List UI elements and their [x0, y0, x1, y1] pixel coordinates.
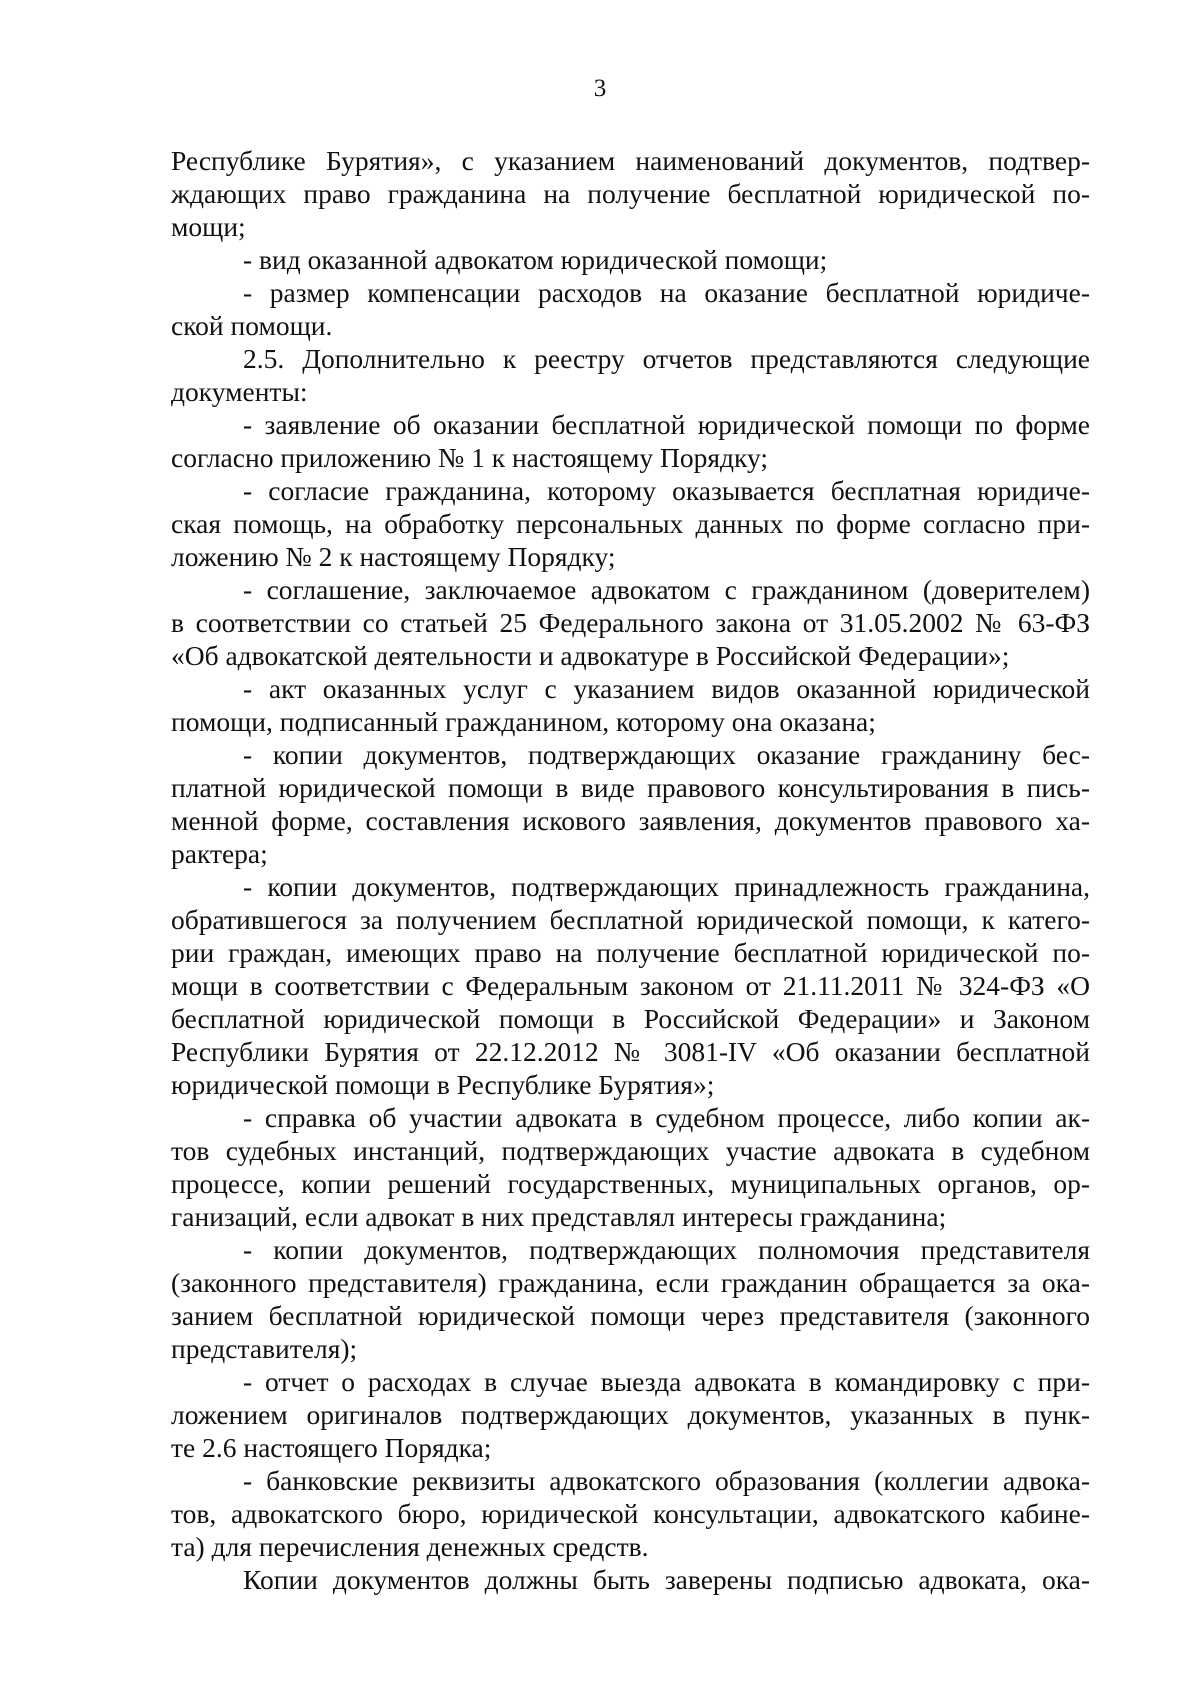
paragraph	[171, 1464, 1090, 1563]
text-line: - копии документов, подтверждающих принадлежность гражданина,	[243, 871, 1090, 902]
text-line: - справка об участии адвоката в судебном процессе, либо копии ак-	[243, 1102, 1090, 1133]
text-line: ганизаций, если адвокат в них представлял интересы гражданина;	[171, 1201, 947, 1232]
paragraph	[171, 1563, 1090, 1596]
document-body	[171, 144, 1090, 1596]
text-line: бесплатной юридической помощи в Российской Федерации» и Законом	[171, 1003, 1090, 1034]
text-line: рии граждан, имеющих право на получение бесплатной юридической по-	[171, 937, 1090, 968]
text-line: - размер компенсации расходов на оказание бесплатной юридиче-	[243, 277, 1090, 308]
paragraph	[171, 1233, 1090, 1365]
paragraph	[171, 144, 1090, 243]
text-line: рактера;	[171, 838, 268, 869]
text-line: мощи;	[171, 211, 246, 242]
text-line: платной юридической помощи в виде правового консультирования в пись-	[171, 772, 1090, 803]
text-line: юридической помощи в Республике Бурятия»;	[171, 1069, 715, 1100]
text-line: - согласие гражданина, которому оказывается бесплатная юридиче-	[243, 475, 1090, 506]
text-line: помощи, подписанный гражданином, которому она оказана;	[171, 706, 876, 737]
text-line: тов, адвокатского бюро, юридической консультации, адвокатского кабине-	[171, 1498, 1090, 1529]
paragraph	[171, 870, 1090, 1101]
paragraph	[171, 1365, 1090, 1464]
text-line: процессе, копии решений государственных, муниципальных органов, ор-	[171, 1168, 1090, 1199]
paragraph	[171, 342, 1090, 408]
text-line: занием бесплатной юридической помощи через представителя (законного	[171, 1300, 1090, 1331]
text-line: ложением оригиналов подтверждающих документов, указанных в пунк-	[171, 1399, 1090, 1430]
text-line: ждающих право гражданина на получение бесплатной юридической по-	[171, 178, 1090, 209]
text-line: согласно приложению № 1 к настоящему Порядку;	[171, 442, 769, 473]
text-line: - копии документов, подтверждающих полномочия представителя	[243, 1234, 1090, 1265]
text-line: - копии документов, подтверждающих оказание гражданину бес-	[243, 739, 1090, 770]
text-line: та) для перечисления денежных средств.	[171, 1531, 649, 1562]
paragraph	[171, 573, 1090, 672]
text-line: 2.5. Дополнительно к реестру отчетов представляются следующие	[243, 343, 1090, 374]
text-line: - вид оказанной адвокатом юридической помощи;	[243, 244, 828, 275]
text-line: менной форме, составления искового заявления, документов правового ха-	[171, 805, 1090, 836]
text-line: (законного представителя) гражданина, если гражданин обращается за ока-	[171, 1267, 1090, 1298]
text-line: мощи в соответствии с Федеральным законом от 21.11.2011 № 324-ФЗ «О	[171, 970, 1090, 1001]
text-line: те 2.6 настоящего Порядка;	[171, 1432, 492, 1463]
paragraph	[171, 1101, 1090, 1233]
text-line: ложению № 2 к настоящему Порядку;	[171, 541, 616, 572]
paragraph	[171, 243, 1090, 276]
paragraph	[171, 408, 1090, 474]
paragraph	[171, 672, 1090, 738]
text-line: ской помощи.	[171, 310, 333, 341]
paragraph	[171, 738, 1090, 870]
text-line: Республики Бурятия от 22.12.2012 № 3081-IV «Об оказании бесплатной	[171, 1036, 1090, 1067]
paragraph	[171, 474, 1090, 573]
text-line: обратившегося за получением бесплатной юридической помощи, к катего-	[171, 904, 1090, 935]
text-line: тов судебных инстанций, подтверждающих участие адвоката в судебном	[171, 1135, 1090, 1166]
text-line: Копии документов должны быть заверены подписью адвоката, ока-	[243, 1564, 1090, 1595]
paragraph	[171, 276, 1090, 342]
text-line: - соглашение, заключаемое адвокатом с гражданином (доверителем)	[243, 574, 1090, 605]
text-line: «Об адвокатской деятельности и адвокатуре в Российской Федерации»;	[171, 640, 1010, 671]
text-line: - акт оказанных услуг с указанием видов оказанной юридической	[243, 673, 1090, 704]
text-line: - заявление об оказании бесплатной юридической помощи по форме	[243, 409, 1090, 440]
text-line: представителя);	[171, 1333, 358, 1364]
text-line: Республике Бурятия», с указанием наименований документов, подтвер-	[171, 145, 1090, 176]
text-line: документы:	[171, 376, 308, 407]
text-line: - банковские реквизиты адвокатского образования (коллегии адвока-	[243, 1465, 1090, 1496]
text-line: ская помощь, на обработку персональных данных по форме согласно при-	[171, 508, 1090, 539]
text-line: в соответствии со статьей 25 Федерального закона от 31.05.2002 № 63-ФЗ	[171, 607, 1090, 638]
page-number: 3	[593, 75, 607, 102]
text-line: - отчет о расходах в случае выезда адвоката в командировку с при-	[243, 1366, 1090, 1397]
